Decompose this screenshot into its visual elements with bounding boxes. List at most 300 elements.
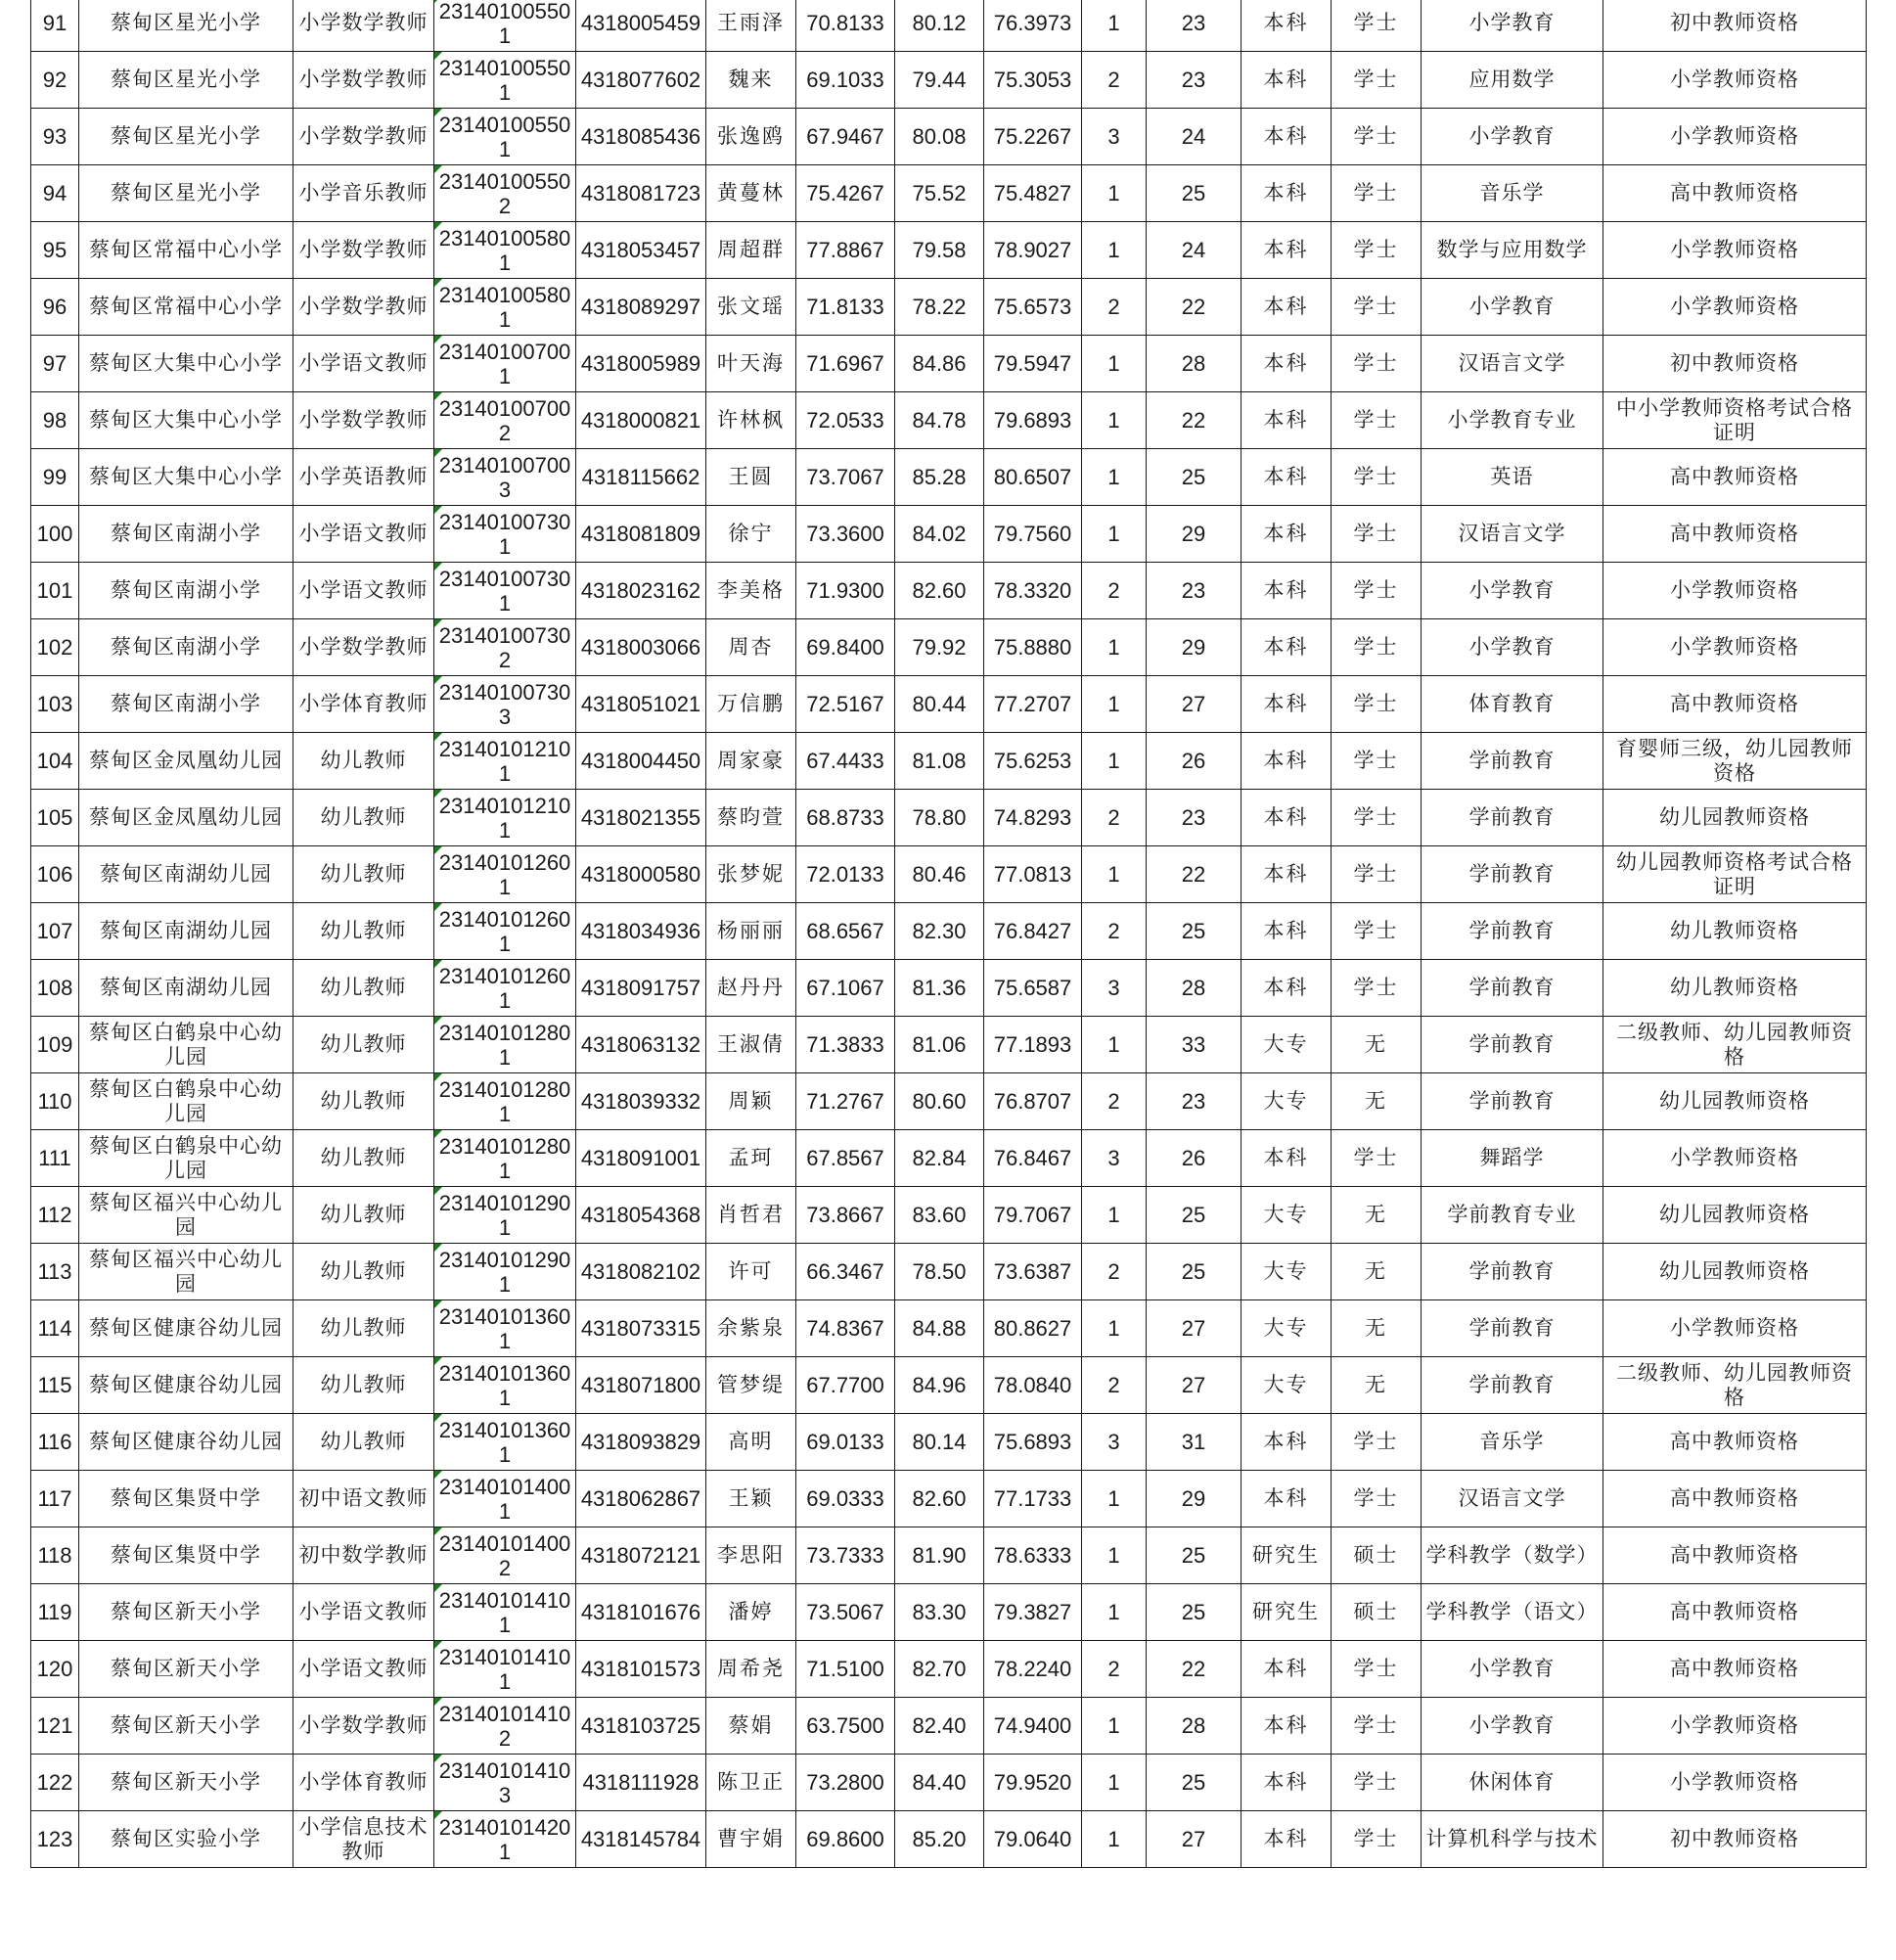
interview-score-cell: 84.86	[895, 336, 984, 392]
position-code-cell: 231401012801	[434, 1130, 576, 1187]
name-cell: 叶天海	[706, 336, 796, 392]
degree-cell: 学士	[1332, 1471, 1422, 1527]
degree-cell: 学士	[1332, 1414, 1422, 1471]
name-cell: 杨丽丽	[706, 903, 796, 960]
row-index: 106	[31, 846, 79, 903]
qualification-cell: 幼儿教师资格	[1603, 960, 1867, 1017]
rank-cell: 1	[1082, 449, 1147, 506]
name-cell: 周希尧	[706, 1641, 796, 1698]
name-cell: 高明	[706, 1414, 796, 1471]
total-score-cell: 78.0840	[984, 1357, 1082, 1414]
name-cell: 潘婷	[706, 1584, 796, 1641]
ticket-number-cell: 4318072121	[576, 1527, 706, 1584]
rank-cell: 2	[1082, 1357, 1147, 1414]
written-score-cell: 68.8733	[796, 790, 895, 846]
position-cell: 幼儿教师	[293, 1244, 434, 1300]
degree-cell: 无	[1332, 1357, 1422, 1414]
school-cell: 蔡甸区白鹤泉中心幼儿园	[79, 1130, 293, 1187]
table-row	[31, 960, 1867, 1017]
school-cell: 蔡甸区实验小学	[79, 1811, 293, 1868]
major-cell: 学前教育	[1422, 1244, 1603, 1300]
position-code-cell: 231401014102	[434, 1698, 576, 1755]
name-cell: 蔡娟	[706, 1698, 796, 1755]
education-cell: 本科	[1241, 676, 1332, 733]
qualification-cell: 高中教师资格	[1603, 676, 1867, 733]
row-index: 97	[31, 336, 79, 392]
written-score-cell: 67.1067	[796, 960, 895, 1017]
rank-cell: 1	[1082, 0, 1147, 52]
total-score-cell: 74.8293	[984, 790, 1082, 846]
education-cell: 大专	[1241, 1244, 1332, 1300]
interview-score-cell: 79.44	[895, 52, 984, 109]
school-cell: 蔡甸区南湖幼儿园	[79, 960, 293, 1017]
age-cell: 25	[1147, 1527, 1241, 1584]
age-cell: 25	[1147, 903, 1241, 960]
education-cell: 本科	[1241, 1755, 1332, 1811]
degree-cell: 学士	[1332, 52, 1422, 109]
row-index: 92	[31, 52, 79, 109]
total-score-cell: 78.3320	[984, 563, 1082, 619]
row-index: 107	[31, 903, 79, 960]
written-score-cell: 69.0133	[796, 1414, 895, 1471]
ticket-number-cell: 4318051021	[576, 676, 706, 733]
school-cell: 蔡甸区星光小学	[79, 52, 293, 109]
ticket-number-cell: 4318003066	[576, 619, 706, 676]
ticket-number-cell: 4318093829	[576, 1414, 706, 1471]
ticket-number-cell: 4318101573	[576, 1641, 706, 1698]
position-cell: 幼儿教师	[293, 1414, 434, 1471]
major-cell: 学科教学（语文）	[1422, 1584, 1603, 1641]
qualification-cell: 高中教师资格	[1603, 1584, 1867, 1641]
school-cell: 蔡甸区金凤凰幼儿园	[79, 733, 293, 790]
qualification-cell: 初中教师资格	[1603, 0, 1867, 52]
name-cell: 王颖	[706, 1471, 796, 1527]
rank-cell: 1	[1082, 165, 1147, 222]
table-row	[31, 846, 1867, 903]
row-index: 118	[31, 1527, 79, 1584]
rank-cell: 1	[1082, 1811, 1147, 1868]
written-score-cell: 73.7333	[796, 1527, 895, 1584]
school-cell: 蔡甸区南湖小学	[79, 563, 293, 619]
total-score-cell: 75.3053	[984, 52, 1082, 109]
qualification-cell: 幼儿教师资格	[1603, 903, 1867, 960]
education-cell: 大专	[1241, 1357, 1332, 1414]
interview-score-cell: 80.12	[895, 0, 984, 52]
qualification-cell: 小学教师资格	[1603, 563, 1867, 619]
row-index: 98	[31, 392, 79, 449]
major-cell: 小学教育	[1422, 1641, 1603, 1698]
degree-cell: 无	[1332, 1244, 1422, 1300]
education-cell: 本科	[1241, 1698, 1332, 1755]
rank-cell: 2	[1082, 903, 1147, 960]
major-cell: 学前教育专业	[1422, 1187, 1603, 1244]
total-score-cell: 75.6893	[984, 1414, 1082, 1471]
rank-cell: 3	[1082, 109, 1147, 165]
education-cell: 本科	[1241, 392, 1332, 449]
name-cell: 李美格	[706, 563, 796, 619]
written-score-cell: 73.5067	[796, 1584, 895, 1641]
total-score-cell: 73.6387	[984, 1244, 1082, 1300]
written-score-cell: 67.4433	[796, 733, 895, 790]
rank-cell: 2	[1082, 1073, 1147, 1130]
ticket-number-cell: 4318053457	[576, 222, 706, 279]
degree-cell: 学士	[1332, 903, 1422, 960]
school-cell: 蔡甸区南湖幼儿园	[79, 846, 293, 903]
position-cell: 小学体育教师	[293, 1755, 434, 1811]
row-index: 121	[31, 1698, 79, 1755]
name-cell: 王圆	[706, 449, 796, 506]
qualification-cell: 高中教师资格	[1603, 1527, 1867, 1584]
age-cell: 24	[1147, 222, 1241, 279]
table-row	[31, 1755, 1867, 1811]
written-score-cell: 71.3833	[796, 1017, 895, 1073]
position-code-cell: 231401007302	[434, 619, 576, 676]
school-cell: 蔡甸区星光小学	[79, 165, 293, 222]
row-index: 95	[31, 222, 79, 279]
ticket-number-cell: 4318081723	[576, 165, 706, 222]
age-cell: 26	[1147, 733, 1241, 790]
qualification-cell: 幼儿园教师资格	[1603, 1073, 1867, 1130]
rank-cell: 1	[1082, 336, 1147, 392]
interview-score-cell: 83.30	[895, 1584, 984, 1641]
major-cell: 学前教育	[1422, 790, 1603, 846]
row-index: 108	[31, 960, 79, 1017]
table-row	[31, 619, 1867, 676]
interview-score-cell: 82.60	[895, 563, 984, 619]
position-cell: 小学数学教师	[293, 619, 434, 676]
major-cell: 学前教育	[1422, 1073, 1603, 1130]
interview-score-cell: 84.96	[895, 1357, 984, 1414]
position-code-cell: 231401014002	[434, 1527, 576, 1584]
rank-cell: 1	[1082, 222, 1147, 279]
position-code-cell: 231401007301	[434, 506, 576, 563]
education-cell: 本科	[1241, 733, 1332, 790]
total-score-cell: 78.2240	[984, 1641, 1082, 1698]
interview-score-cell: 81.08	[895, 733, 984, 790]
school-cell: 蔡甸区福兴中心幼儿园	[79, 1187, 293, 1244]
interview-score-cell: 82.60	[895, 1471, 984, 1527]
name-cell: 万信鹏	[706, 676, 796, 733]
name-cell: 徐宁	[706, 506, 796, 563]
interview-score-cell: 84.78	[895, 392, 984, 449]
age-cell: 27	[1147, 676, 1241, 733]
total-score-cell: 75.6253	[984, 733, 1082, 790]
qualification-cell: 高中教师资格	[1603, 449, 1867, 506]
education-cell: 本科	[1241, 165, 1332, 222]
interview-score-cell: 84.40	[895, 1755, 984, 1811]
ticket-number-cell: 4318071800	[576, 1357, 706, 1414]
education-cell: 本科	[1241, 336, 1332, 392]
major-cell: 休闲体育	[1422, 1755, 1603, 1811]
age-cell: 29	[1147, 506, 1241, 563]
position-code-cell: 231401012901	[434, 1244, 576, 1300]
interview-score-cell: 84.02	[895, 506, 984, 563]
interview-score-cell: 82.30	[895, 903, 984, 960]
position-cell: 幼儿教师	[293, 1130, 434, 1187]
education-cell: 本科	[1241, 109, 1332, 165]
ticket-number-cell: 4318111928	[576, 1755, 706, 1811]
ticket-number-cell: 4318115662	[576, 449, 706, 506]
position-cell: 小学语文教师	[293, 336, 434, 392]
name-cell: 黄蔓林	[706, 165, 796, 222]
qualification-cell: 小学教师资格	[1603, 279, 1867, 336]
position-code-cell: 231401007002	[434, 392, 576, 449]
table-row	[31, 1130, 1867, 1187]
position-code-cell: 231401013601	[434, 1357, 576, 1414]
written-score-cell: 67.8567	[796, 1130, 895, 1187]
table-row	[31, 563, 1867, 619]
qualification-cell: 育婴师三级，幼儿园教师资格	[1603, 733, 1867, 790]
position-cell: 小学数学教师	[293, 52, 434, 109]
degree-cell: 学士	[1332, 733, 1422, 790]
total-score-cell: 79.9520	[984, 1755, 1082, 1811]
written-score-cell: 77.8867	[796, 222, 895, 279]
ticket-number-cell: 4318004450	[576, 733, 706, 790]
position-code-cell: 231401005501	[434, 0, 576, 52]
total-score-cell: 79.6893	[984, 392, 1082, 449]
age-cell: 27	[1147, 1357, 1241, 1414]
written-score-cell: 69.8600	[796, 1811, 895, 1868]
interview-score-cell: 80.14	[895, 1414, 984, 1471]
name-cell: 肖哲君	[706, 1187, 796, 1244]
written-score-cell: 67.7700	[796, 1357, 895, 1414]
position-cell: 幼儿教师	[293, 1073, 434, 1130]
name-cell: 张文瑶	[706, 279, 796, 336]
total-score-cell: 76.8707	[984, 1073, 1082, 1130]
degree-cell: 学士	[1332, 1755, 1422, 1811]
rank-cell: 1	[1082, 1187, 1147, 1244]
education-cell: 大专	[1241, 1300, 1332, 1357]
table-row	[31, 336, 1867, 392]
table-row	[31, 52, 1867, 109]
major-cell: 汉语言文学	[1422, 1471, 1603, 1527]
written-score-cell: 71.5100	[796, 1641, 895, 1698]
name-cell: 余紫泉	[706, 1300, 796, 1357]
age-cell: 23	[1147, 52, 1241, 109]
major-cell: 汉语言文学	[1422, 506, 1603, 563]
rank-cell: 2	[1082, 1641, 1147, 1698]
rank-cell: 1	[1082, 1300, 1147, 1357]
major-cell: 体育教育	[1422, 676, 1603, 733]
school-cell: 蔡甸区健康谷幼儿园	[79, 1357, 293, 1414]
degree-cell: 学士	[1332, 392, 1422, 449]
degree-cell: 学士	[1332, 563, 1422, 619]
rank-cell: 1	[1082, 1527, 1147, 1584]
degree-cell: 学士	[1332, 1641, 1422, 1698]
name-cell: 王雨泽	[706, 0, 796, 52]
school-cell: 蔡甸区南湖小学	[79, 676, 293, 733]
degree-cell: 学士	[1332, 506, 1422, 563]
written-score-cell: 66.3467	[796, 1244, 895, 1300]
age-cell: 22	[1147, 279, 1241, 336]
major-cell: 小学教育	[1422, 1698, 1603, 1755]
name-cell: 王淑倩	[706, 1017, 796, 1073]
position-code-cell: 231401012801	[434, 1017, 576, 1073]
degree-cell: 无	[1332, 1187, 1422, 1244]
qualification-cell: 小学教师资格	[1603, 1755, 1867, 1811]
total-score-cell: 75.2267	[984, 109, 1082, 165]
written-score-cell: 71.9300	[796, 563, 895, 619]
total-score-cell: 80.8627	[984, 1300, 1082, 1357]
position-cell: 小学数学教师	[293, 392, 434, 449]
qualification-cell: 初中教师资格	[1603, 336, 1867, 392]
degree-cell: 学士	[1332, 1811, 1422, 1868]
position-cell: 小学数学教师	[293, 222, 434, 279]
age-cell: 28	[1147, 960, 1241, 1017]
age-cell: 25	[1147, 1755, 1241, 1811]
total-score-cell: 79.7067	[984, 1187, 1082, 1244]
position-cell: 幼儿教师	[293, 960, 434, 1017]
ticket-number-cell: 4318081809	[576, 506, 706, 563]
rank-cell: 1	[1082, 392, 1147, 449]
written-score-cell: 75.4267	[796, 165, 895, 222]
position-code-cell: 231401005801	[434, 279, 576, 336]
qualification-cell: 二级教师、幼儿园教师资格	[1603, 1017, 1867, 1073]
written-score-cell: 73.7067	[796, 449, 895, 506]
name-cell: 周杏	[706, 619, 796, 676]
table-row	[31, 279, 1867, 336]
school-cell: 蔡甸区集贤中学	[79, 1527, 293, 1584]
position-code-cell: 231401007303	[434, 676, 576, 733]
position-code-cell: 231401012801	[434, 1073, 576, 1130]
major-cell: 学前教育	[1422, 1017, 1603, 1073]
rank-cell: 1	[1082, 676, 1147, 733]
written-score-cell: 69.0333	[796, 1471, 895, 1527]
school-cell: 蔡甸区大集中心小学	[79, 336, 293, 392]
ticket-number-cell: 4318101676	[576, 1584, 706, 1641]
interview-score-cell: 79.58	[895, 222, 984, 279]
name-cell: 蔡昀萱	[706, 790, 796, 846]
position-cell: 幼儿教师	[293, 1017, 434, 1073]
rank-cell: 2	[1082, 790, 1147, 846]
position-code-cell: 231401005501	[434, 109, 576, 165]
education-cell: 本科	[1241, 1130, 1332, 1187]
total-score-cell: 77.1893	[984, 1017, 1082, 1073]
ticket-number-cell: 4318091001	[576, 1130, 706, 1187]
row-index: 120	[31, 1641, 79, 1698]
major-cell: 学前教育	[1422, 733, 1603, 790]
education-cell: 本科	[1241, 1471, 1332, 1527]
rank-cell: 1	[1082, 1017, 1147, 1073]
table-row	[31, 1073, 1867, 1130]
rank-cell: 1	[1082, 733, 1147, 790]
age-cell: 29	[1147, 619, 1241, 676]
ticket-number-cell: 4318000580	[576, 846, 706, 903]
qualification-cell: 小学教师资格	[1603, 1698, 1867, 1755]
rank-cell: 2	[1082, 52, 1147, 109]
position-code-cell: 231401012101	[434, 733, 576, 790]
education-cell: 大专	[1241, 1187, 1332, 1244]
row-index: 122	[31, 1755, 79, 1811]
row-index: 91	[31, 0, 79, 52]
interview-score-cell: 80.44	[895, 676, 984, 733]
school-cell: 蔡甸区南湖小学	[79, 619, 293, 676]
major-cell: 数学与应用数学	[1422, 222, 1603, 279]
major-cell: 学前教育	[1422, 960, 1603, 1017]
ticket-number-cell: 4318054368	[576, 1187, 706, 1244]
education-cell: 本科	[1241, 222, 1332, 279]
name-cell: 陈卫正	[706, 1755, 796, 1811]
table-row	[31, 1414, 1867, 1471]
rank-cell: 1	[1082, 1698, 1147, 1755]
degree-cell: 无	[1332, 1300, 1422, 1357]
row-index: 103	[31, 676, 79, 733]
total-score-cell: 76.8467	[984, 1130, 1082, 1187]
row-index: 113	[31, 1244, 79, 1300]
school-cell: 蔡甸区新天小学	[79, 1698, 293, 1755]
age-cell: 23	[1147, 790, 1241, 846]
interview-score-cell: 81.36	[895, 960, 984, 1017]
position-cell: 小学数学教师	[293, 1698, 434, 1755]
school-cell: 蔡甸区集贤中学	[79, 1471, 293, 1527]
total-score-cell: 77.1733	[984, 1471, 1082, 1527]
written-score-cell: 74.8367	[796, 1300, 895, 1357]
degree-cell: 学士	[1332, 109, 1422, 165]
degree-cell: 学士	[1332, 790, 1422, 846]
age-cell: 22	[1147, 392, 1241, 449]
written-score-cell: 69.1033	[796, 52, 895, 109]
rank-cell: 1	[1082, 846, 1147, 903]
row-index: 112	[31, 1187, 79, 1244]
row-index: 110	[31, 1073, 79, 1130]
school-cell: 蔡甸区南湖小学	[79, 506, 293, 563]
position-cell: 幼儿教师	[293, 1300, 434, 1357]
education-cell: 本科	[1241, 960, 1332, 1017]
written-score-cell: 71.6967	[796, 336, 895, 392]
total-score-cell: 78.6333	[984, 1527, 1082, 1584]
age-cell: 23	[1147, 0, 1241, 52]
major-cell: 小学教育	[1422, 619, 1603, 676]
written-score-cell: 68.6567	[796, 903, 895, 960]
qualification-cell: 高中教师资格	[1603, 506, 1867, 563]
qualification-cell: 高中教师资格	[1603, 1471, 1867, 1527]
total-score-cell: 76.8427	[984, 903, 1082, 960]
position-code-cell: 231401007001	[434, 336, 576, 392]
age-cell: 23	[1147, 563, 1241, 619]
degree-cell: 学士	[1332, 1130, 1422, 1187]
table-row	[31, 903, 1867, 960]
table-row	[31, 109, 1867, 165]
interview-score-cell: 78.50	[895, 1244, 984, 1300]
row-index: 114	[31, 1300, 79, 1357]
major-cell: 学前教育	[1422, 1300, 1603, 1357]
rank-cell: 2	[1082, 1244, 1147, 1300]
total-score-cell: 75.6573	[984, 279, 1082, 336]
position-cell: 小学英语教师	[293, 449, 434, 506]
ticket-number-cell: 4318089297	[576, 279, 706, 336]
position-code-cell: 231401005502	[434, 165, 576, 222]
age-cell: 27	[1147, 1300, 1241, 1357]
qualification-cell: 幼儿园教师资格	[1603, 790, 1867, 846]
qualification-cell: 高中教师资格	[1603, 1414, 1867, 1471]
ticket-number-cell: 4318034936	[576, 903, 706, 960]
total-score-cell: 74.9400	[984, 1698, 1082, 1755]
major-cell: 音乐学	[1422, 1414, 1603, 1471]
position-cell: 幼儿教师	[293, 733, 434, 790]
qualification-cell: 高中教师资格	[1603, 1641, 1867, 1698]
major-cell: 舞蹈学	[1422, 1130, 1603, 1187]
total-score-cell: 75.6587	[984, 960, 1082, 1017]
position-code-cell: 231401005501	[434, 52, 576, 109]
interview-score-cell: 83.60	[895, 1187, 984, 1244]
name-cell: 张逸鸥	[706, 109, 796, 165]
education-cell: 本科	[1241, 790, 1332, 846]
table-row	[31, 449, 1867, 506]
written-score-cell: 72.0133	[796, 846, 895, 903]
qualification-cell: 小学教师资格	[1603, 1130, 1867, 1187]
position-code-cell: 231401012601	[434, 903, 576, 960]
table-row	[31, 0, 1867, 52]
